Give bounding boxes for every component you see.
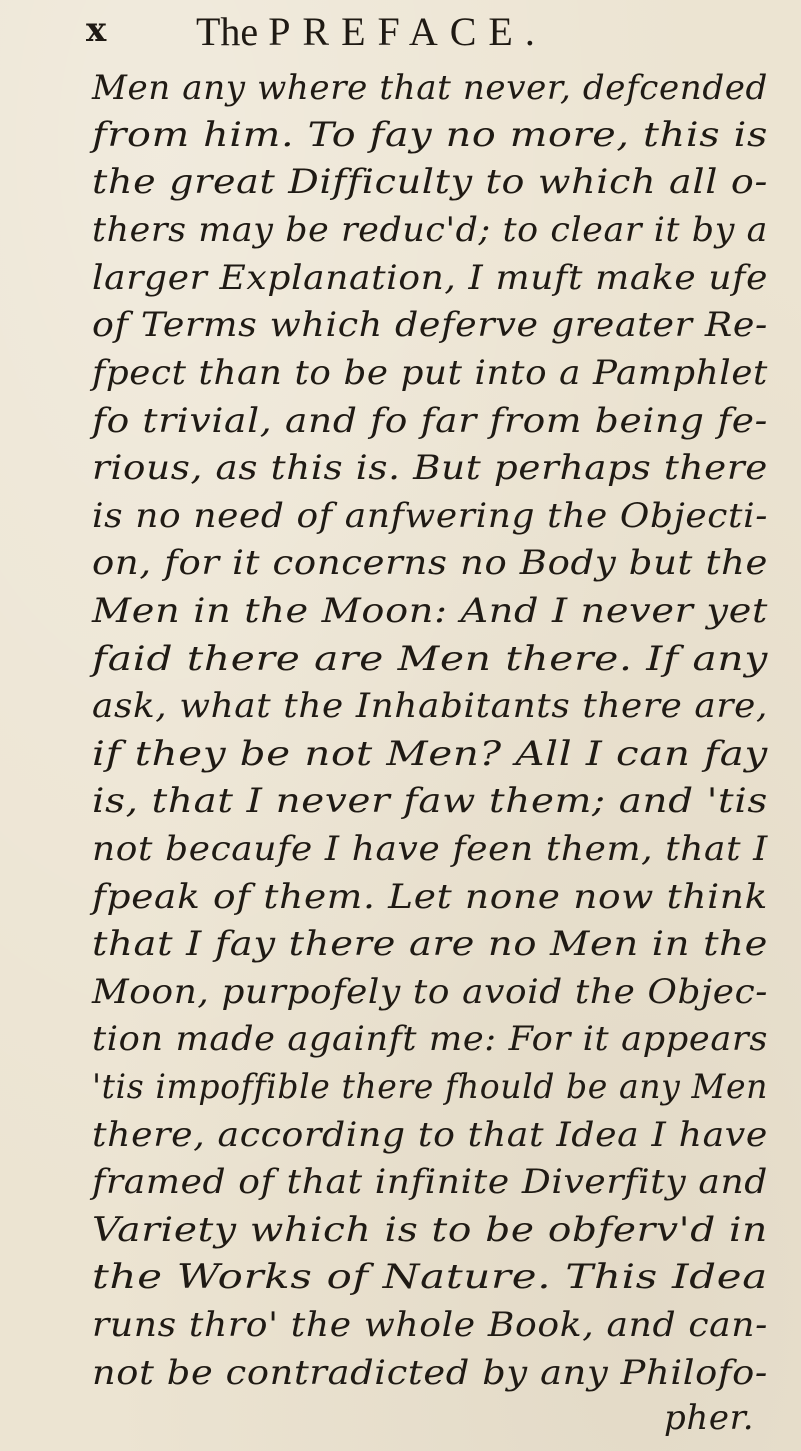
text-line: of Terms which deferve greater Re- — [92, 305, 768, 345]
text-line: Men any where that never, defcended — [92, 68, 768, 108]
text-line: fpeak of them. Let none now think — [92, 877, 769, 917]
text-line: the great Difficulty to which all o- — [92, 162, 768, 202]
text-line: is no need of anfwering the Objecti- — [92, 496, 769, 536]
text-line: is, that I never faw them; and 'tis — [92, 781, 768, 821]
text-line: Variety which is to be obferv'd in — [92, 1210, 769, 1250]
text-line: rious, as this is. But perhaps there — [92, 448, 768, 488]
page-header — [0, 6, 801, 62]
text-line: thers may be reduc'd; to clear it by a — [92, 210, 769, 250]
signature-mark: x — [86, 10, 107, 50]
running-title — [196, 8, 547, 55]
text-line: that I fay there are no Men in the — [92, 924, 769, 964]
running-title-preface: PREFACE. — [268, 9, 547, 54]
text-line: tion made againft me: For it appears — [92, 1019, 769, 1059]
running-title-the: The — [196, 9, 259, 54]
text-line: not be contradicted by any Philofo- — [92, 1353, 768, 1393]
text-line: ask, what the Inhabitants there are, — [92, 686, 768, 726]
text-line: faid there are Men there. If any — [92, 639, 769, 679]
text-line: Moon, purpofely to avoid the Objec- — [92, 972, 769, 1012]
text-line: fo trivial, and fo far from being fe- — [92, 401, 769, 441]
text-line: there, according to that Idea I have — [92, 1115, 768, 1155]
text-line: if they be not Men? All I can fay — [92, 734, 768, 774]
text-line: not becaufe I have feen them, that I — [92, 829, 768, 869]
text-line-catchword: pher. — [664, 1398, 755, 1438]
text-line: framed of that infinite Diverfity and — [92, 1162, 768, 1202]
text-line: runs thro' the whole Book, and can- — [92, 1305, 769, 1345]
text-line: Men in the Moon: And I never yet — [92, 591, 769, 631]
text-line: from him. To fay no more, this is — [92, 115, 769, 155]
text-line: larger Explanation, I muft make ufe — [92, 258, 769, 298]
text-line: fpect than to be put into a Pamphlet — [92, 353, 769, 393]
text-line: the Works of Nature. This Idea — [92, 1257, 768, 1297]
text-line: 'tis impoffible there fhould be any Men — [92, 1067, 768, 1107]
text-line: on, for it concerns no Body but the — [92, 543, 768, 583]
